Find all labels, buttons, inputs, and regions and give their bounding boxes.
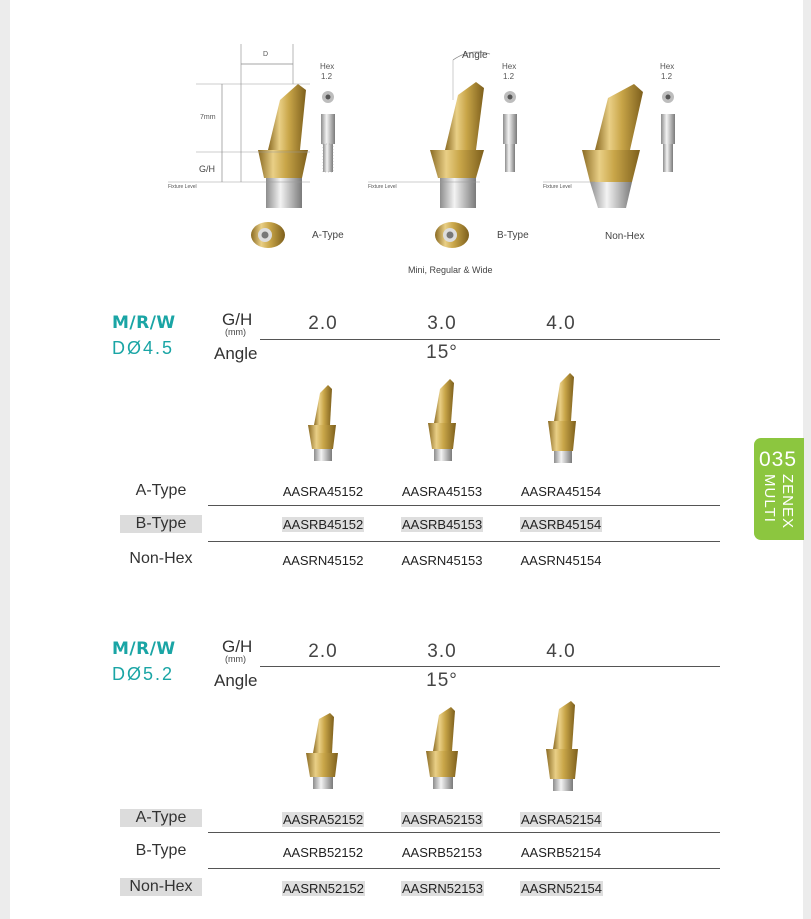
gh-label: G/H xyxy=(222,310,253,329)
code-cell: AASRA45153 xyxy=(401,484,483,499)
screw-drawing-1 xyxy=(321,91,335,172)
angle-label: Angle xyxy=(214,344,258,363)
hex-label-1: Hex xyxy=(320,62,335,71)
hex-value-3: 1.2 xyxy=(661,72,673,81)
abutment-non-hex-drawing xyxy=(582,84,643,208)
gh-label: G/H xyxy=(222,637,253,656)
code-cell: AASRA45154 xyxy=(520,484,602,499)
diagram-caption: Mini, Regular & Wide xyxy=(408,265,493,275)
fixture-level-label-3: Fixture Level xyxy=(543,184,572,190)
row-rule xyxy=(208,868,720,869)
abutment-a-type-drawing xyxy=(258,84,308,208)
type-label-a: A-Type xyxy=(312,230,344,241)
angle-value: 15° xyxy=(426,342,458,363)
row-label-a-type: A-Type xyxy=(135,482,187,499)
code-cell: AASRN45152 xyxy=(282,553,364,568)
code-cell: AASRN45154 xyxy=(520,553,602,568)
abutment-images-d52 xyxy=(290,695,610,795)
page-number: 035 xyxy=(759,448,798,471)
page-tab xyxy=(754,438,804,540)
row-rule xyxy=(208,505,720,506)
gh-value-3: 3.0 xyxy=(427,313,457,334)
hex-label-3: Hex xyxy=(660,62,675,71)
row-rule xyxy=(208,541,720,542)
angle-diagram-label: Angle xyxy=(462,50,488,61)
series-diameter: DØ5.2 xyxy=(112,664,175,684)
code-cell: AASRN45153 xyxy=(401,553,483,568)
code-cell: AASRA52153 xyxy=(402,812,483,827)
series-diameter: DØ4.5 xyxy=(112,338,175,358)
code-cell: AASRB52152 xyxy=(282,845,364,860)
abutment-b-type-drawing xyxy=(430,82,484,208)
code-cell: AASRB52154 xyxy=(520,845,602,860)
screw-drawing-2 xyxy=(503,91,517,172)
gh-value-3: 3.0 xyxy=(427,641,457,662)
dimension-7mm-label: 7mm xyxy=(200,114,216,121)
code-cell: AASRA52154 xyxy=(521,812,602,827)
fixture-level-label-2: Fixture Level xyxy=(368,184,397,190)
series-name: M/R/W xyxy=(112,313,176,333)
code-cell: AASRN52153 xyxy=(402,881,483,896)
code-cell: AASRA52152 xyxy=(283,812,364,827)
code-cell: AASRB45154 xyxy=(521,517,602,532)
abutment-diagram xyxy=(10,0,803,290)
row-label-non-hex: Non-Hex xyxy=(129,550,193,567)
series-name: M/R/W xyxy=(112,639,176,659)
fixture-level-label-1: Fixture Level xyxy=(168,184,197,190)
b-type-top-view xyxy=(435,222,469,248)
code-cell: AASRN52152 xyxy=(283,881,364,896)
header-rule xyxy=(260,339,720,340)
header-rule xyxy=(260,666,720,667)
row-label-a-type: A-Type xyxy=(120,809,202,827)
catalog-page xyxy=(10,0,803,919)
hex-value-2: 1.2 xyxy=(503,72,515,81)
a-type-top-view xyxy=(251,222,285,248)
hex-label-2: Hex xyxy=(502,62,517,71)
abutment-images-d45 xyxy=(290,365,610,465)
type-label-b: B-Type xyxy=(497,230,529,241)
gh-unit: (mm) xyxy=(225,654,246,664)
tab-title-multi: MULTI xyxy=(761,474,778,523)
gh-value-4: 4.0 xyxy=(546,641,576,662)
angle-label: Angle xyxy=(214,671,258,690)
row-label-b-type: B-Type xyxy=(135,842,187,859)
code-cell: AASRA45152 xyxy=(282,484,364,499)
gh-value-2: 2.0 xyxy=(308,313,338,334)
row-label-b-type: B-Type xyxy=(120,515,202,533)
row-rule xyxy=(208,832,720,833)
tab-title-zenex: ZENEX xyxy=(779,474,796,530)
code-cell: AASRB52153 xyxy=(401,845,483,860)
dimension-d-label: D xyxy=(263,51,269,58)
code-cell: AASRB45153 xyxy=(402,517,483,532)
hex-value-1: 1.2 xyxy=(321,72,333,81)
dimension-gh-label: G/H xyxy=(199,164,216,174)
gh-value-4: 4.0 xyxy=(546,313,576,334)
screw-drawing-3 xyxy=(661,91,675,172)
type-label-non-hex: Non-Hex xyxy=(605,231,645,242)
row-label-non-hex: Non-Hex xyxy=(120,878,202,896)
angle-value: 15° xyxy=(426,670,458,691)
gh-unit: (mm) xyxy=(225,327,246,337)
gh-value-2: 2.0 xyxy=(308,641,338,662)
code-cell: AASRB45152 xyxy=(283,517,364,532)
code-cell: AASRN52154 xyxy=(521,881,602,896)
